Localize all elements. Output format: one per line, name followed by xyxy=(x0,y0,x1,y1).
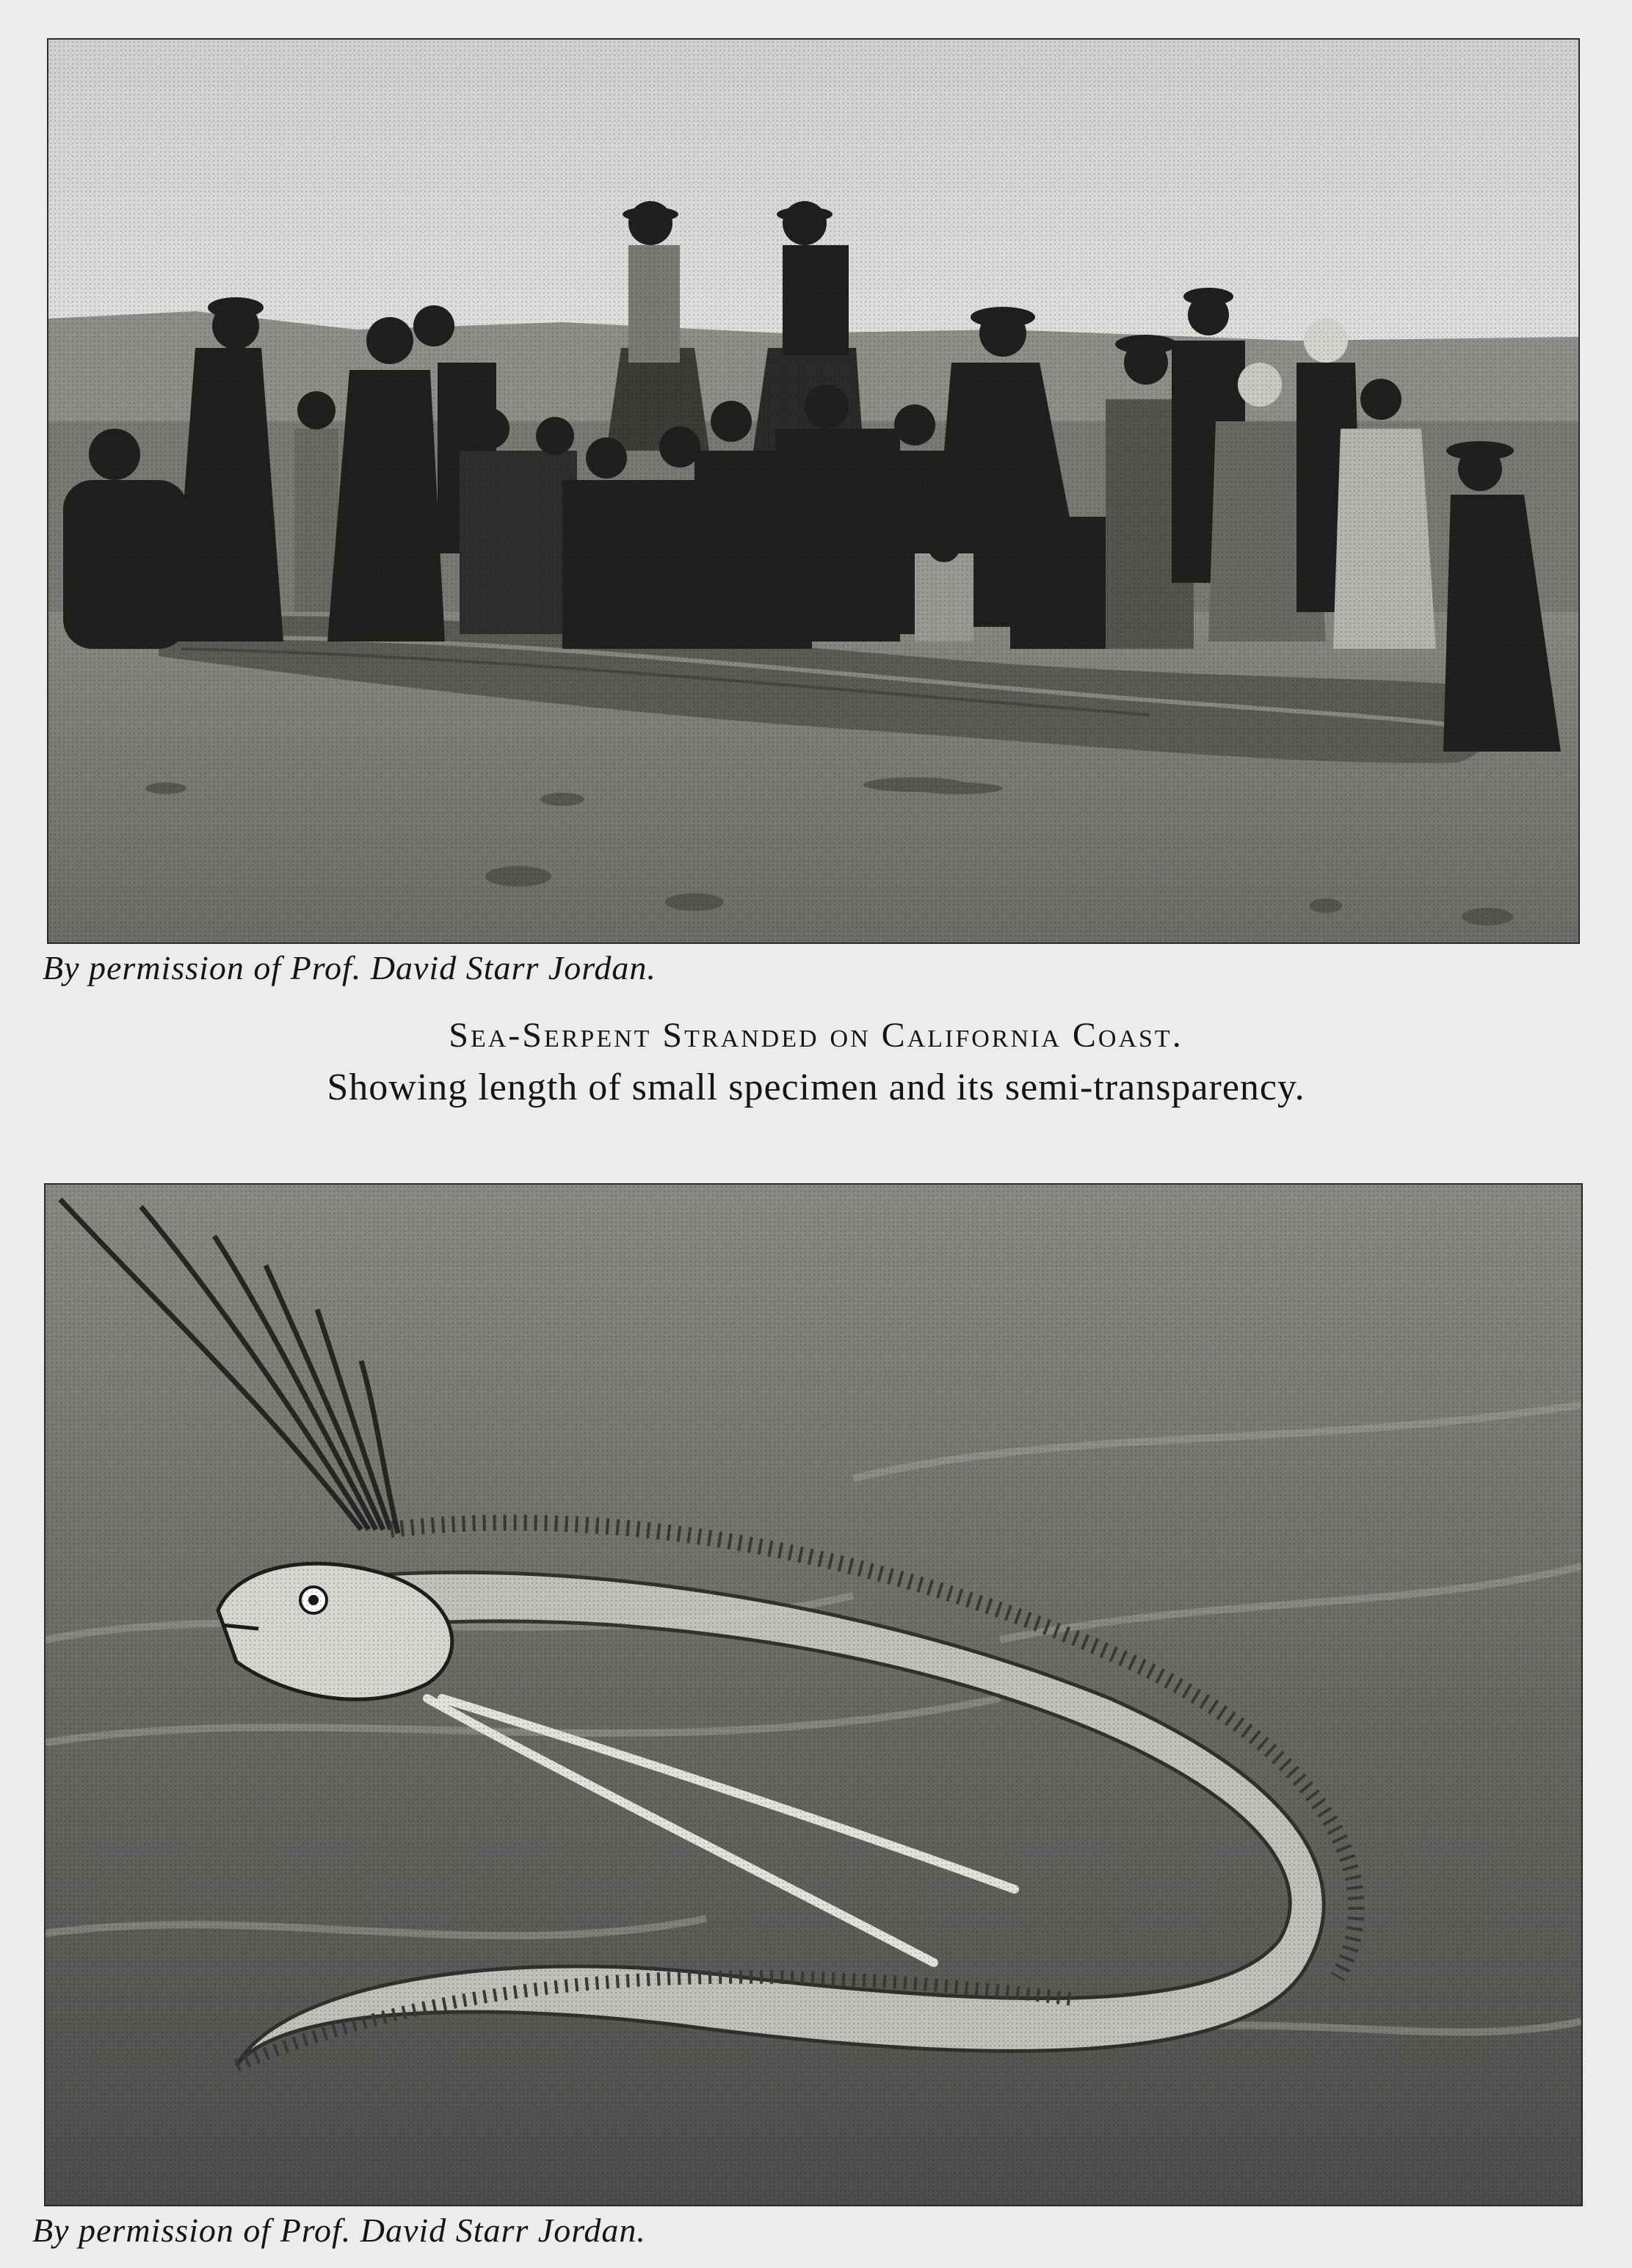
photo-credit-top: By permission of Prof. David Starr Jordan. xyxy=(43,949,656,986)
beach-photo-illustration xyxy=(48,40,1578,942)
photo-credit-bottom: By permission of Prof. David Starr Jordan. xyxy=(32,2211,646,2249)
oarfish-illustration xyxy=(46,1185,1581,2205)
illustration-oarfish xyxy=(44,1183,1583,2206)
caption-subtitle: Showing length of small specimen and its semi-transparency. xyxy=(327,1066,1305,1108)
photo-beach-group xyxy=(47,38,1580,944)
caption-title: Sea-Serpent Stranded on California Coast. xyxy=(449,1016,1183,1055)
